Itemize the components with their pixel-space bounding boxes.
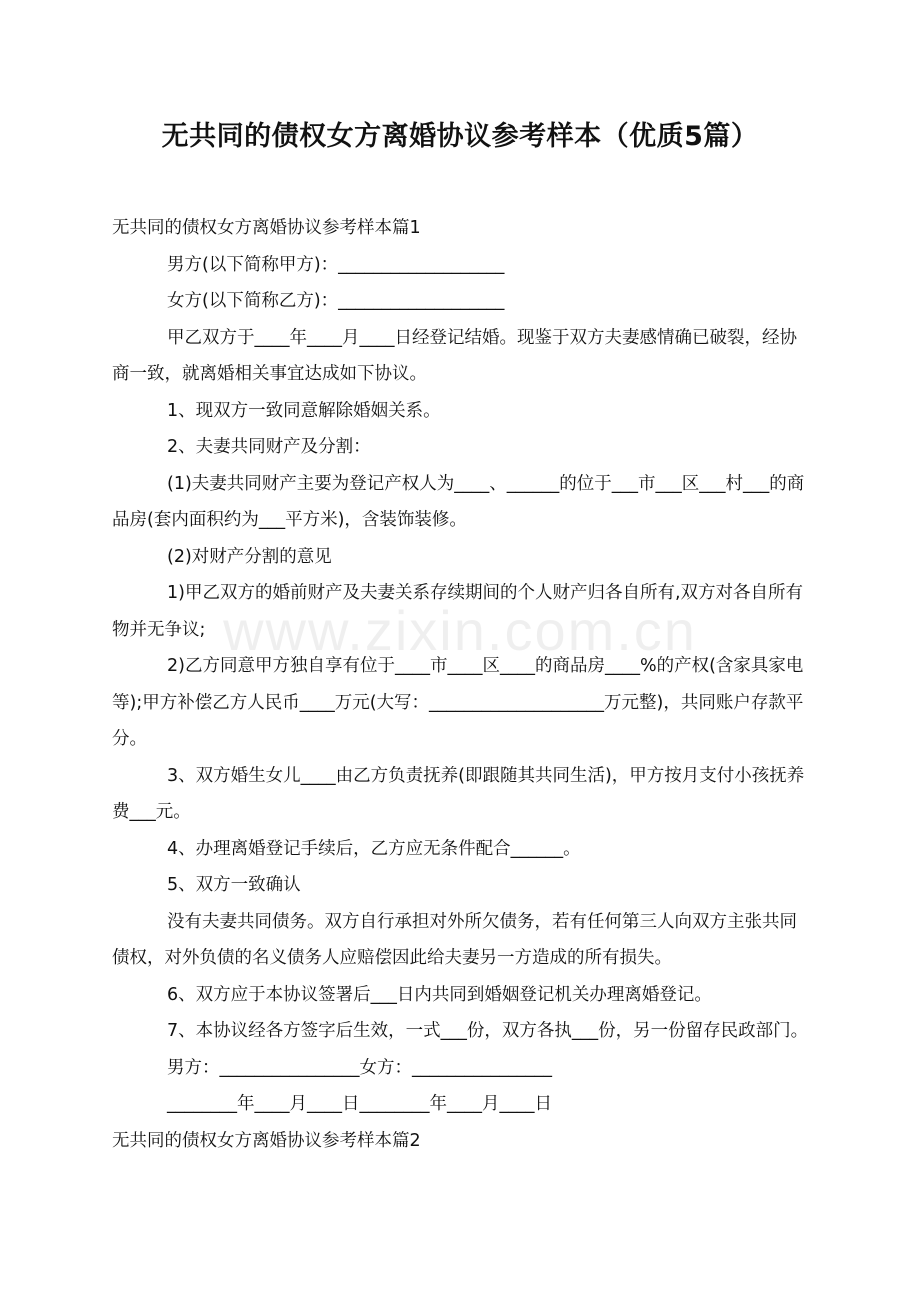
- paragraph: 男方(以下简称甲方)：___________________: [167, 254, 505, 275]
- signature-line: 男方：________________女方：________________: [167, 1057, 552, 1078]
- paragraph: (2)对财产分割的意见: [167, 546, 332, 567]
- paragraph: 3、双方婚生女儿____由乙方负责抚养(即跟随其共同生活)，甲方按月支付小孩抚养费___元。: [112, 765, 805, 822]
- paragraph: 没有夫妻共同债务。双方自行承担对外所欠债务，若有任何第三人向双方主张共同债权，对外负债的名义债务人应赔偿因此给夫妻另一方造成的所有损失。: [112, 911, 797, 968]
- paragraph: (1)夫妻共同财产主要为登记产权人为____、______的位于___市___区___村___的商品房(套内面积约为___平方米)，含装饰装修。: [112, 473, 805, 530]
- paragraph: 2)乙方同意甲方独自享有位于____市____区____的商品房____%的产权(含家具家电等);甲方补偿乙方人民币____万元(大写：____________________万元整)，共同账户存款平分。: [112, 656, 804, 749]
- document-body: [112, 210, 812, 1159]
- section-heading: 无共同的债权女方离婚协议参考样本篇2: [112, 1130, 421, 1151]
- paragraph: 甲乙双方于____年____月____日经登记结婚。现鉴于双方夫妻感情确已破裂，经协商一致，就离婚相关事宜达成如下协议。: [112, 327, 797, 384]
- paragraph: 5、双方一致确认: [167, 875, 301, 895]
- paragraph: 1、现双方一致同意解除婚姻关系。: [167, 400, 441, 421]
- paragraph: 女方(以下简称乙方)：___________________: [167, 291, 505, 311]
- paragraph: 6、双方应于本协议签署后___日内共同到婚姻登记机关办理离婚登记。: [167, 984, 712, 1005]
- paragraph: 4、办理离婚登记手续后，乙方应无条件配合______。: [167, 838, 581, 859]
- section-heading: 无共同的债权女方离婚协议参考样本篇1: [112, 218, 421, 238]
- date-line: ________年____月____日________年____月____日: [167, 1094, 552, 1114]
- watermark: www.zixin.com.cn: [223, 599, 697, 662]
- paragraph: 2、夫妻共同财产及分割：: [167, 437, 371, 457]
- paragraph: 7、本协议经各方签字后生效，一式___份，双方各执___份，另一份留存民政部门。: [167, 1021, 809, 1041]
- paragraph: 1)甲乙双方的婚前财产及夫妻关系存续期间的个人财产归各自所有,双方对各自所有物并无争议;: [112, 583, 804, 640]
- page-title: 无共同的债权女方离婚协议参考样本（优质5篇）: [161, 121, 759, 152]
